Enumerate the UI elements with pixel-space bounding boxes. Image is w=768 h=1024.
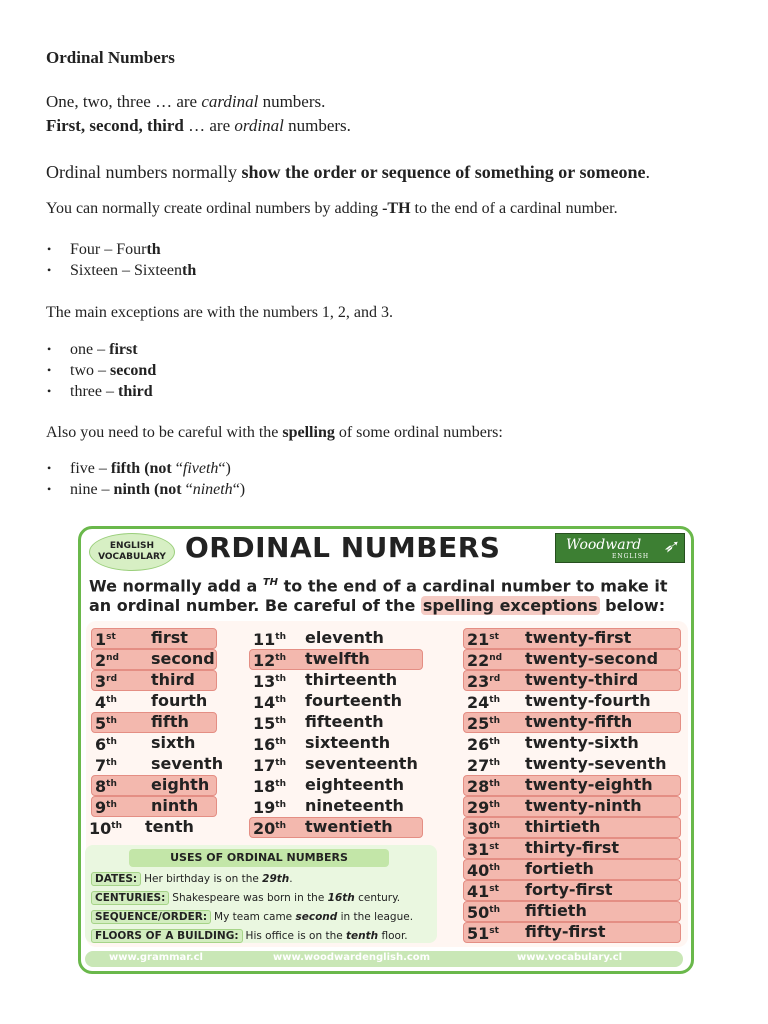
- text: “: [185, 481, 193, 498]
- bullet-icon: •: [47, 263, 52, 277]
- ordinal-word: fifteenth: [305, 712, 384, 731]
- ordinal-suffix: th: [275, 716, 286, 726]
- use-ordinal: 29th: [262, 873, 290, 885]
- ordinal-word: sixteenth: [305, 733, 391, 752]
- text: five –: [70, 460, 111, 477]
- text: numbers.: [258, 92, 326, 111]
- list-item: [46, 381, 156, 402]
- text: ENGLISH: [109, 541, 155, 551]
- ordinal-suffix: st: [106, 632, 116, 642]
- list-item: [46, 239, 196, 260]
- ordinal-number: 24th: [467, 693, 500, 712]
- definition-line: [46, 162, 650, 183]
- ordinal-word: fifth: [151, 712, 189, 731]
- use-ordinal: second: [295, 911, 338, 923]
- ordinal-word: twentieth: [305, 817, 393, 836]
- ordinal-number: 1st: [95, 630, 116, 649]
- th-examples-list: [46, 239, 196, 281]
- footer-link[interactable]: www.woodwardenglish.com: [273, 952, 431, 963]
- ordinal-word: eleventh: [305, 628, 384, 647]
- ordinal-word: twenty-first: [525, 628, 632, 647]
- ordinal-word: fortieth: [525, 859, 594, 878]
- text: to the end of a cardinal number to make it: [278, 576, 668, 596]
- ordinal-suffix: rd: [489, 674, 501, 684]
- list-item: [46, 260, 196, 281]
- text: third: [117, 383, 153, 400]
- ordinal-suffix: th: [489, 863, 500, 873]
- ordinal-word: twenty-eighth: [525, 775, 653, 794]
- ordinal-number: 9th: [95, 798, 117, 817]
- text: ninth: [113, 481, 151, 498]
- ordinal-number: 23rd: [467, 672, 501, 691]
- ordinal-word: ordinal: [234, 116, 284, 135]
- use-ordinal: 16th: [327, 892, 355, 904]
- text: (not: [150, 481, 186, 498]
- ordinal-numbers-infographic: [78, 526, 694, 974]
- ordinal-word: seventh: [151, 754, 224, 773]
- definition-emphasis: show the order or sequence of something or someone: [241, 162, 646, 182]
- text: Sixteen – Sixteen: [70, 262, 182, 279]
- ordinal-number: 4th: [95, 693, 117, 712]
- ordinal-word: nineteenth: [305, 796, 404, 815]
- ordinal-word: thirty-first: [525, 838, 620, 857]
- ordinal-word: twenty-third: [525, 670, 639, 689]
- ordinal-number: 41st: [467, 882, 499, 901]
- ordinal-number: 25th: [467, 714, 500, 733]
- ordinal-suffix: th: [489, 905, 500, 915]
- use-text: .: [289, 873, 293, 885]
- ordinal-word: sixth: [151, 733, 196, 752]
- spelling-line: [46, 424, 503, 442]
- text: .: [645, 162, 650, 182]
- intro-text: [89, 573, 667, 616]
- bullet-icon: •: [47, 363, 52, 377]
- ordinal-suffix: th: [275, 800, 286, 810]
- cardinal-examples: One, two, three: [46, 92, 151, 111]
- text: one –: [70, 341, 110, 358]
- use-example: [91, 928, 408, 944]
- bullet-icon: •: [47, 342, 52, 356]
- logo-sub: ENGLISH: [612, 553, 650, 560]
- text: two –: [70, 362, 110, 379]
- ordinal-suffix: th: [489, 737, 500, 747]
- ordinal-number: 16th: [253, 735, 286, 754]
- ordinal-number: 3rd: [95, 672, 118, 691]
- text: We normally add a: [89, 576, 263, 596]
- footer-link[interactable]: www.grammar.cl: [109, 952, 203, 963]
- use-label: SEQUENCE/ORDER:: [91, 910, 211, 924]
- ordinal-number: 30th: [467, 819, 500, 838]
- list-item: [46, 479, 245, 500]
- bird-icon: ➶: [662, 536, 678, 557]
- text: fifth: [110, 460, 141, 477]
- list-item: [46, 360, 156, 381]
- ordinal-suffix: th: [106, 800, 117, 810]
- exceptions-list: [46, 339, 156, 402]
- ordinal-suffix: st: [489, 842, 499, 852]
- ordinal-number: 14th: [253, 693, 286, 712]
- ordinal-suffix: th: [275, 779, 286, 789]
- text: first: [109, 341, 138, 358]
- ordinal-line: [46, 116, 351, 136]
- ordinal-word: twenty-ninth: [525, 796, 642, 815]
- spelling-word: spelling: [282, 424, 335, 441]
- ordinal-suffix: th: [489, 695, 500, 705]
- ordinal-word: twelfth: [305, 649, 370, 668]
- ordinal-suffix: th: [106, 758, 117, 768]
- text: You can normally create ordinal numbers by adding: [46, 200, 383, 217]
- use-text: His office is on the: [245, 930, 347, 942]
- text: second: [110, 362, 157, 379]
- text: below:: [599, 596, 666, 616]
- suffix-th: -TH: [382, 200, 411, 217]
- ordinal-number: 10th: [89, 819, 122, 838]
- text: VOCABULARY: [98, 552, 166, 562]
- ordinal-word: ninth: [151, 796, 199, 815]
- footer-links: [85, 951, 683, 967]
- ordinal-suffix: th: [489, 779, 500, 789]
- ordinal-number: 2nd: [95, 651, 119, 670]
- text: Four – Four: [70, 241, 147, 258]
- ordinal-number: 51st: [467, 924, 499, 943]
- ordinal-word: fifty-first: [525, 922, 606, 941]
- ordinal-suffix: nd: [489, 653, 503, 663]
- logo-text: Woodward: [566, 537, 642, 553]
- ordinal-word: third: [151, 670, 195, 689]
- ordinal-number: 26th: [467, 735, 500, 754]
- ordinal-number: 13th: [253, 672, 286, 691]
- ordinal-word: twenty-sixth: [525, 733, 639, 752]
- ordinal-number: 18th: [253, 777, 286, 796]
- list-item: [46, 458, 245, 479]
- ordinal-number: 50th: [467, 903, 500, 922]
- use-label: CENTURIES:: [91, 891, 169, 905]
- ordinal-word: twenty-seventh: [525, 754, 667, 773]
- bullet-icon: •: [47, 482, 52, 496]
- ordinal-suffix: th: [275, 758, 286, 768]
- use-text: Her birthday is on the: [144, 873, 263, 885]
- text: three –: [70, 383, 118, 400]
- ordinal-word: second: [151, 649, 215, 668]
- ordinal-examples: First, second, third: [46, 116, 184, 135]
- text: th: [146, 241, 161, 258]
- ordinal-suffix: th: [106, 716, 117, 726]
- use-example: [91, 871, 293, 887]
- document-title: Ordinal Numbers: [46, 48, 175, 67]
- ordinal-number: 27th: [467, 756, 500, 775]
- text: numbers.: [283, 116, 351, 135]
- use-text: My team came: [214, 911, 296, 923]
- ordinal-suffix: th: [106, 779, 117, 789]
- bullet-icon: •: [47, 461, 52, 475]
- use-text: in the league.: [337, 911, 414, 923]
- list-item: [46, 339, 156, 360]
- text: … are: [150, 92, 202, 111]
- use-ordinal: tenth: [346, 930, 379, 942]
- ordinal-suffix: nd: [106, 653, 119, 663]
- bullet-icon: •: [47, 384, 52, 398]
- uses-title: USES OF ORDINAL NUMBERS: [129, 849, 389, 867]
- ordinal-suffix: th: [111, 821, 122, 831]
- ordinal-word: twenty-fourth: [525, 691, 651, 710]
- ordinal-word: eighth: [151, 775, 210, 794]
- ordinal-number: 8th: [95, 777, 117, 796]
- use-label: FLOORS OF A BUILDING:: [91, 929, 243, 943]
- ordinal-word: eighteenth: [305, 775, 404, 794]
- ordinal-number: 11th: [253, 630, 286, 649]
- text: nine –: [70, 481, 114, 498]
- text: Ordinal numbers normally: [46, 162, 242, 182]
- text: Also you need to be careful with the: [46, 424, 283, 441]
- text: fiveth: [182, 460, 219, 477]
- ordinal-number: 5th: [95, 714, 117, 733]
- ordinal-number: 21st: [467, 630, 499, 649]
- infographic-title: ORDINAL NUMBERS: [185, 531, 501, 564]
- ordinal-number: 22nd: [467, 651, 503, 670]
- use-example: [91, 909, 413, 925]
- ordinal-word: first: [151, 628, 188, 647]
- ordinal-suffix: th: [275, 695, 286, 705]
- ordinal-word: twenty-second: [525, 649, 659, 668]
- ordinal-number: 6th: [95, 735, 117, 754]
- ordinal-number: 31st: [467, 840, 499, 859]
- use-label: DATES:: [91, 872, 141, 886]
- ordinal-word: seventeenth: [305, 754, 418, 773]
- ordinal-number: 7th: [95, 756, 117, 775]
- ordinal-word: fourth: [151, 691, 208, 710]
- ordinal-number: 28th: [467, 777, 500, 796]
- ordinal-suffix: th: [489, 821, 500, 831]
- ordinal-word: thirtieth: [525, 817, 601, 836]
- ordinal-suffix: th: [106, 737, 117, 747]
- rule-line: [46, 200, 618, 218]
- ordinal-word: tenth: [145, 817, 194, 836]
- ordinal-suffix: th: [489, 758, 500, 768]
- spelling-exceptions-highlight: spelling exceptions: [422, 596, 598, 616]
- text: “: [175, 460, 183, 477]
- ordinal-word: fiftieth: [525, 901, 587, 920]
- text: (not: [140, 460, 176, 477]
- use-text: century.: [354, 892, 401, 904]
- ordinal-number: 19th: [253, 798, 286, 817]
- use-text: floor.: [378, 930, 408, 942]
- ordinal-suffix: st: [489, 884, 499, 894]
- use-example: [91, 890, 400, 906]
- ordinal-word: forty-first: [525, 880, 613, 899]
- ordinal-suffix: th: [275, 821, 286, 831]
- ordinal-suffix: st: [489, 926, 499, 936]
- text: … are: [183, 116, 235, 135]
- text: to the end of a cardinal number.: [410, 200, 618, 217]
- ordinal-suffix: th: [106, 695, 117, 705]
- bullet-icon: •: [47, 242, 52, 256]
- ordinal-suffix: th: [275, 653, 286, 663]
- text: “): [232, 481, 246, 498]
- ordinal-word: fourteenth: [305, 691, 403, 710]
- footer-link[interactable]: www.vocabulary.cl: [517, 952, 623, 963]
- ordinal-suffix: th: [489, 716, 500, 726]
- ordinal-suffix: th: [489, 800, 500, 810]
- text: “): [218, 460, 231, 477]
- english-vocabulary-badge: [89, 533, 175, 571]
- ordinal-suffix: th: [275, 632, 286, 642]
- th-superscript: TH: [262, 577, 279, 588]
- ordinal-number: 15th: [253, 714, 286, 733]
- woodward-logo: [555, 533, 685, 563]
- ordinal-number: 17th: [253, 756, 286, 775]
- ordinal-number: 40th: [467, 861, 500, 880]
- ordinal-suffix: th: [275, 674, 286, 684]
- text: nineth: [192, 481, 233, 498]
- use-text: Shakespeare was born in the: [172, 892, 328, 904]
- ordinal-suffix: st: [489, 632, 499, 642]
- cardinal-word: cardinal: [201, 92, 259, 111]
- ordinal-word: twenty-fifth: [525, 712, 633, 731]
- ordinal-suffix: th: [275, 737, 286, 747]
- text: an ordinal number. Be careful of the: [89, 596, 421, 616]
- ordinal-number: 12th: [253, 651, 286, 670]
- ordinal-suffix: rd: [106, 674, 118, 684]
- exceptions-line: The main exceptions are with the numbers 1, 2, and 3.: [46, 304, 394, 321]
- ordinal-word: thirteenth: [305, 670, 398, 689]
- text: th: [181, 262, 197, 279]
- ordinal-number: 20th: [253, 819, 286, 838]
- text: of some ordinal numbers:: [334, 424, 503, 441]
- ordinal-number: 29th: [467, 798, 500, 817]
- spelling-list: [46, 458, 245, 500]
- cardinal-line: [46, 92, 325, 112]
